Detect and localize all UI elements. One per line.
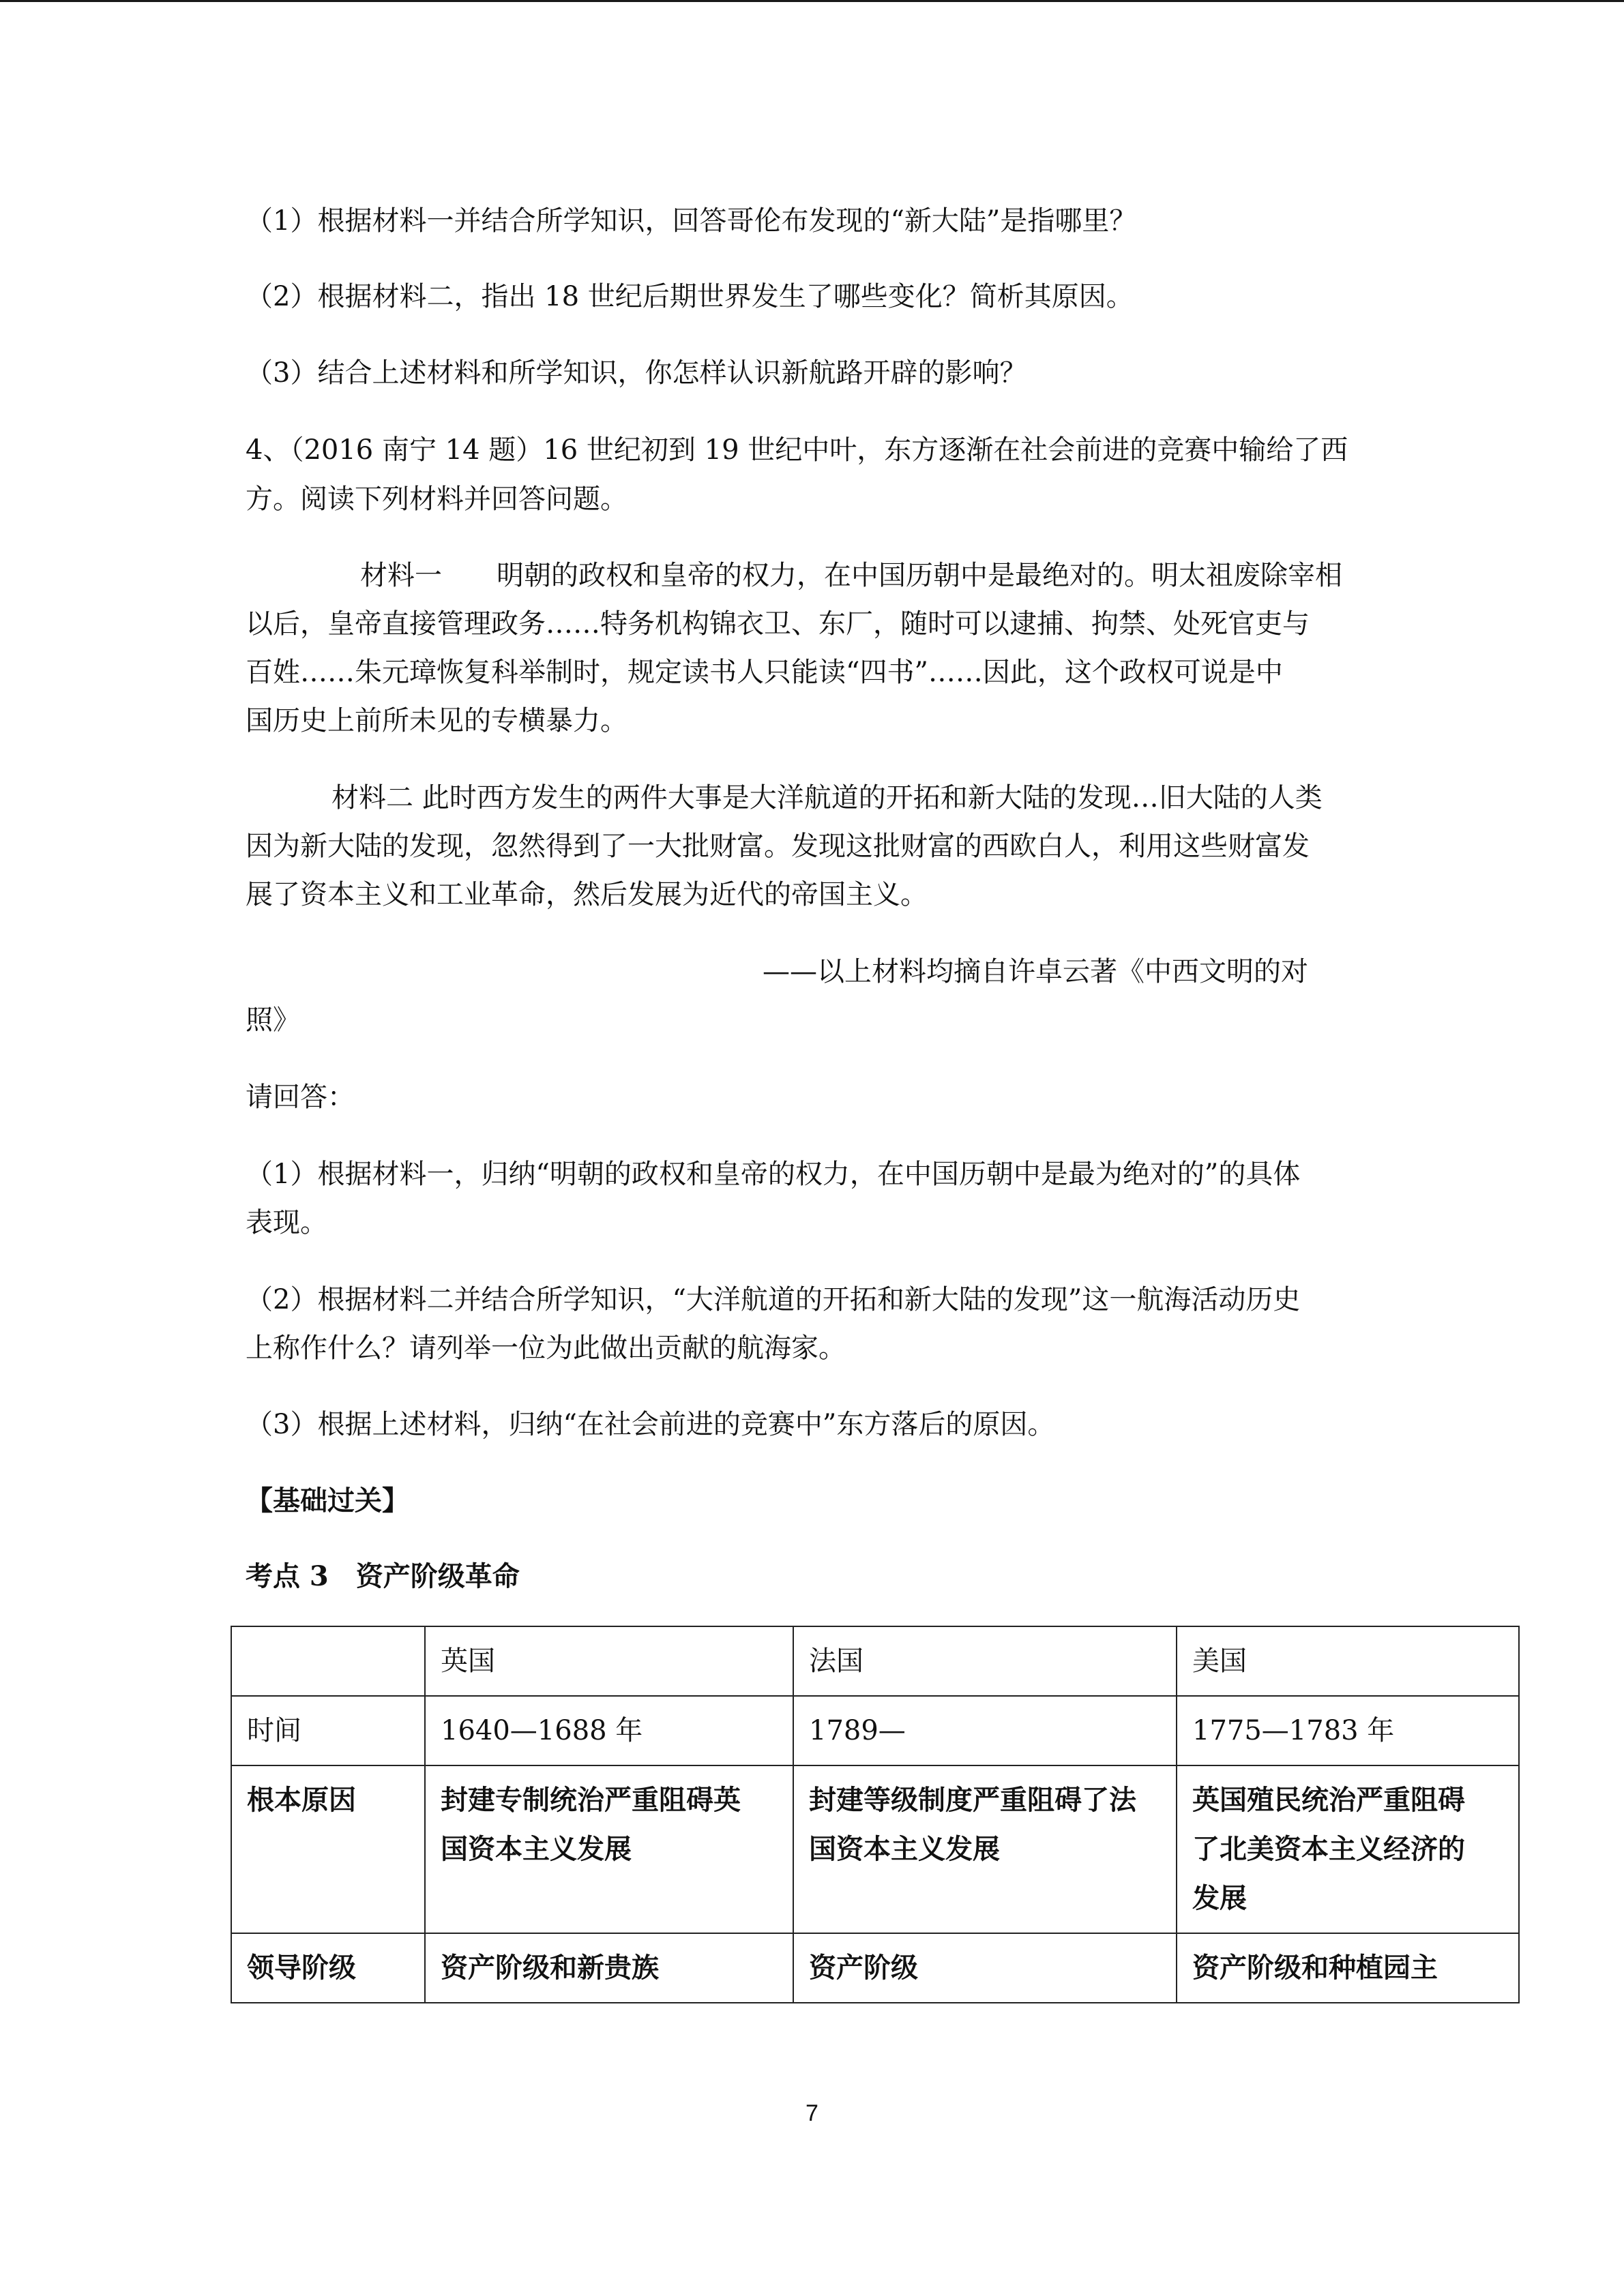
material2-line-1: 材料二 此时西方发生的两件大事是大洋航道的开拓和新大陆的发现…旧大陆的人类 — [331, 782, 1323, 814]
table-header-cell-empty — [231, 1626, 425, 1696]
table-cell — [425, 1765, 793, 1933]
row-label-leader: 领导阶级 — [231, 1933, 425, 2003]
cell-line: 发展 — [1192, 1882, 1247, 1914]
q4-question-1-line-2: 表现。 — [246, 1207, 327, 1238]
table-cell — [793, 1933, 1177, 2003]
source-attribution-line-1: ——以上材料均摘自许卓云著《中西文明的对 — [763, 956, 1308, 987]
source-attribution-line-2: 照》 — [246, 1004, 300, 1036]
prev-question-1: （1）根据材料一并结合所学知识，回答哥伦布发现的“新大陆”是指哪里？ — [246, 205, 1137, 237]
table-cell — [1177, 1696, 1519, 1765]
revolution-comparison-table — [231, 1626, 1520, 2003]
table-cell — [425, 1933, 793, 2003]
table-cell — [1177, 1933, 1519, 2003]
cell-line: 英国殖民统治严重阻碍 — [1192, 1784, 1465, 1816]
table-row — [231, 1933, 1519, 2003]
table-header-cell-england: 英国 — [425, 1626, 793, 1696]
q4-intro-line-1: 4、（2016 南宁 14 题）16 世纪初到 19 世纪中叶，东方逐渐在社会前进的竞赛中输给了西 — [246, 434, 1348, 466]
table-header-row — [231, 1626, 1519, 1696]
table-cell — [793, 1696, 1177, 1765]
cell-line: 封建专制统治严重阻碍英 — [441, 1784, 741, 1816]
row-label-time: 时间 — [231, 1696, 425, 1765]
cell-line: 国资本主义发展 — [809, 1833, 1000, 1865]
material1-line-4: 国历史上前所未见的专横暴力。 — [246, 705, 628, 736]
table-cell — [793, 1765, 1177, 1933]
table-cell — [425, 1696, 793, 1765]
material1-line-2: 以后，皇帝直接管理政务……特务机构锦衣卫、东厂，随时可以逮捕、拘禁、处死官吏与 — [246, 608, 1310, 640]
cell-line: 资产阶级和新贵族 — [441, 1952, 659, 1984]
table-cell — [1177, 1765, 1519, 1933]
cell-line: 1789— — [809, 1715, 906, 1746]
table-row — [231, 1765, 1519, 1933]
q4-question-3: （3）根据上述材料，归纳“在社会前进的竞赛中”东方落后的原因。 — [246, 1409, 1055, 1440]
table-header-cell-france: 法国 — [793, 1626, 1177, 1696]
cell-line: 1640—1688 年 — [441, 1715, 643, 1746]
q4-question-1-line-1: （1）根据材料一，归纳“明朝的政权和皇帝的权力，在中国历朝中是最为绝对的”的具体 — [246, 1159, 1301, 1190]
cell-line: 资产阶级和种植园主 — [1192, 1952, 1438, 1984]
material1-line-3: 百姓……朱元璋恢复科举制时，规定读书人只能读“四书”……因此，这个政权可说是中 — [246, 657, 1283, 688]
row-label-cause: 根本原因 — [231, 1765, 425, 1933]
q4-question-2-line-1: （2）根据材料二并结合所学知识，“大洋航道的开拓和新大陆的发现”这一航海活动历史 — [246, 1284, 1301, 1315]
q4-intro-line-2: 方。阅读下列材料并回答问题。 — [246, 483, 628, 515]
cell-line: 了北美资本主义经济的 — [1192, 1833, 1465, 1865]
prev-question-2: （2）根据材料二，指出 18 世纪后期世界发生了哪些变化？简析其原因。 — [246, 281, 1134, 312]
prev-question-3: （3）结合上述材料和所学知识，你怎样认识新航路开辟的影响？ — [246, 357, 1027, 389]
answer-prompt: 请回答： — [246, 1082, 355, 1113]
q4-question-2-line-2: 上称作什么？请列举一位为此做出贡献的航海家。 — [246, 1332, 846, 1364]
table-header-cell-usa: 美国 — [1177, 1626, 1519, 1696]
cell-line: 资产阶级 — [809, 1952, 918, 1984]
cell-line: 1775—1783 年 — [1192, 1715, 1395, 1746]
page-top-border — [0, 0, 1624, 2]
material2-line-2: 因为新大陆的发现，忽然得到了一大批财富。发现这批财富的西欧白人，利用这些财富发 — [246, 831, 1310, 862]
section-heading: 【基础过关】 — [246, 1485, 409, 1517]
material2-line-3: 展了资本主义和工业革命，然后发展为近代的帝国主义。 — [246, 879, 928, 910]
topic-heading: 考点 3 资产阶级革命 — [246, 1560, 520, 1592]
material1-line-1: 材料一 明朝的政权和皇帝的权力，在中国历朝中是最绝对的。明太祖废除宰相 — [360, 560, 1342, 591]
page-number: 7 — [806, 2100, 818, 2126]
cell-line: 封建等级制度严重阻碍了法 — [809, 1784, 1136, 1816]
cell-line: 国资本主义发展 — [441, 1833, 632, 1865]
table-row — [231, 1696, 1519, 1765]
